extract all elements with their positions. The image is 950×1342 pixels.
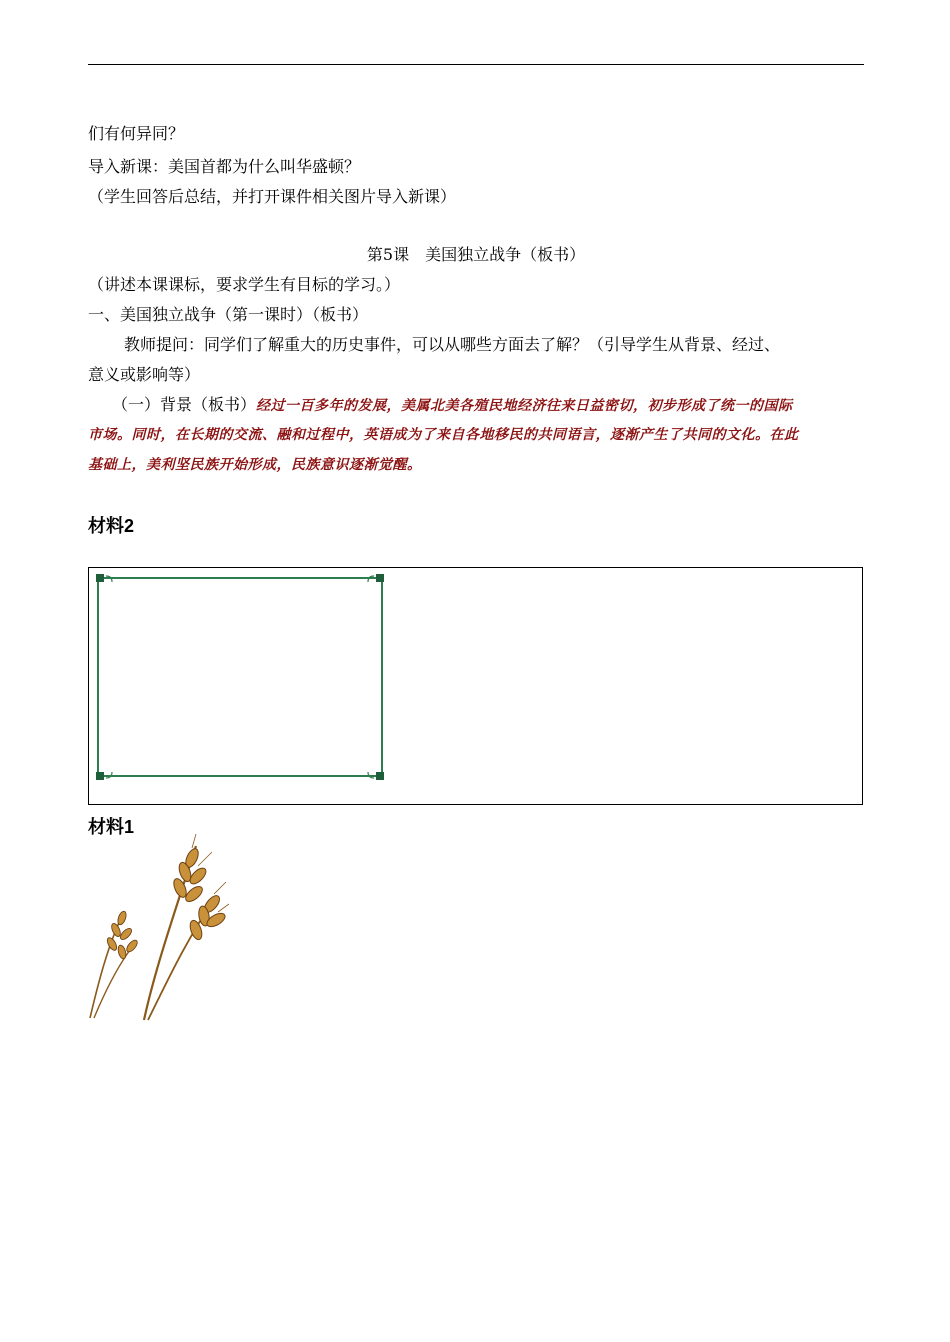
background-label: （一）背景（板书）	[112, 395, 257, 414]
header-rule	[88, 64, 864, 65]
material-2-label: 材料2	[88, 516, 135, 536]
lesson-heading: 第5课 美国独立战争（板书）	[366, 245, 586, 264]
text-line: 导入新课：美国首都为什么叫华盛顿？	[88, 157, 361, 176]
wheat-icon	[84, 834, 229, 1024]
material-1-label: 材料1	[88, 817, 135, 837]
background-paragraph	[112, 395, 793, 416]
background-text-red: 基础上，美利坚民族开始形成，民族意识逐渐觉醒。	[88, 457, 422, 473]
decorative-frame-icon	[94, 572, 386, 782]
background-text-red: 市场。同时，在长期的交流、融和过程中，英语成为了来自各地移民的共同语言，逐渐产生了共同的文化。在此	[88, 427, 799, 443]
text-line: （学生回答后总结，并打开课件相关图片导入新课）	[88, 187, 457, 206]
text-line: 们有何异同？	[88, 124, 185, 143]
background-text-red: 经过一百多年的发展，美属北美各殖民地经济往来日益密切，初步形成了统一的国际	[256, 398, 793, 414]
text-line: （讲述本课课标，要求学生有目标的学习。）	[88, 275, 401, 294]
text-line: 教师提问：同学们了解重大的历史事件，可以从哪些方面去了解？（引导学生从背景、经过、	[124, 335, 781, 354]
text-line: 意义或影响等）	[88, 365, 201, 384]
section-title: 一、美国独立战争（第一课时）（板书）	[88, 305, 369, 324]
